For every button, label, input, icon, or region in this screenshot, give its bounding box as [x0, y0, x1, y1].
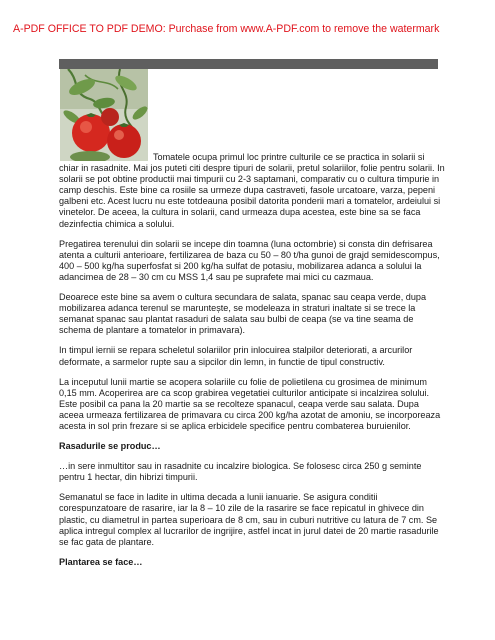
article-body [59, 152, 445, 577]
paragraph-intro: Tomatele ocupa primul loc printre culturile ce se practica in solarii si chiar in rasadnite. Mai jos puteti citi despre tipuri de solarii, pretul solariilor, folie pentru solarii. In solarii se pot obtine productii mai timpurii cu 2-3 saptamani, comparativ cu o cultura timpurie in camp deschis. Este bine ca rosiile sa urmeze dupa castraveti, fasole urcatoare, varza, pepeni galbeni etc. Acest lucru nu este totdeauna posibil datorita ponderii mari a tomatelor, ardeiului si vinetelor. De aceea, la cultura in solarii, cand urmeaza dupa acestea, este bine sa se faca dezinfectia chimica a solului. [59, 152, 445, 229]
heading-planting: Plantarea se face… [59, 556, 143, 567]
paragraph-winter-repairs: In timpul iernii se repara scheletul solariilor prin inlocuirea stalpilor deteriorati, a arcurilor deformate, a sarmelor rupte sau a sipcilor din lemn, in functie de tipul constructiv. [59, 345, 413, 367]
header-bar [59, 59, 438, 69]
paragraph-seedlings: …in sere inmultitor sau in rasadnite cu incalzire biologica. Se folosesc circa 250 g seminte pentru 1 hectar, din hibrizi timpurii. [59, 461, 422, 483]
tomato-illustration [60, 69, 148, 161]
heading-seedlings: Rasadurile se produc… [59, 441, 161, 452]
paragraph-secondary-crop: Deoarece este bine sa avem o cultura secundara de salata, spanac sau ceapa verde, dupa mobilizarea adanca terenul se maruntește, se modeleaza in straturi inaltate si se trece la semanat spanac sau plantat rasaduri de salata sau bulbi de ceapa (se va tine seama de schema de plantare a tomatelor in primavara). [59, 292, 427, 336]
demo-watermark: A-PDF OFFICE TO PDF DEMO: Purchase from www.A-PDF.com to remove the watermark [13, 23, 440, 35]
tomato-photo [60, 69, 148, 161]
paragraph-sowing: Semanatul se face in ladite in ultima decada a lunii ianuarie. Se asigura conditii corespunzatoare de rasarire, iar la 8 – 10 zile de la rasarire se face repicatul in ghivece din plastic, cu diametrul in partea superioara de 8 cm, sau in cuburi nutritive cu latura de 7 cm. Se aplica intregul complex al lucrarilor de ingrijire, astfel incat in jurul datei de 20 martie rasadurile se fac gata de plantare. [59, 492, 439, 547]
paragraph-soil-preparation: Pregatirea terenului din solarii se incepe din toamna (luna octombrie) si consta din defrisarea atenta a culturii anterioare, fertilizarea de baza cu 50 – 80 t/ha gunoi de grajd semidescompus, 400 – 500 kg/ha superfosfat si 200 kg/ha sulfat de potasiu, mobilizarea adanca a solului la adancimea de 28 – 30 cm cu MSS 1,4 sau pe suprafete mai mici cu cazmaua. [59, 238, 440, 282]
paragraph-march-cover: La inceputul lunii martie se acopera solariile cu folie de polietilena cu grosimea de minimum 0,15 mm. Acoperirea are ca scop grabirea vegetatiei culturilor anticipate si incalzirea solului. Este posibil ca pana la 20 martie sa se recolteze spanacul, ceapa verde sau salata. Dupa aceea urmeaza fertilizarea de primavara cu circa 200 kg/ha azotat de amoniu, se incorporeaza acesta in sol prin frezare si se aplica erbicidele specifice pentru combaterea buruienilor. [59, 376, 441, 431]
